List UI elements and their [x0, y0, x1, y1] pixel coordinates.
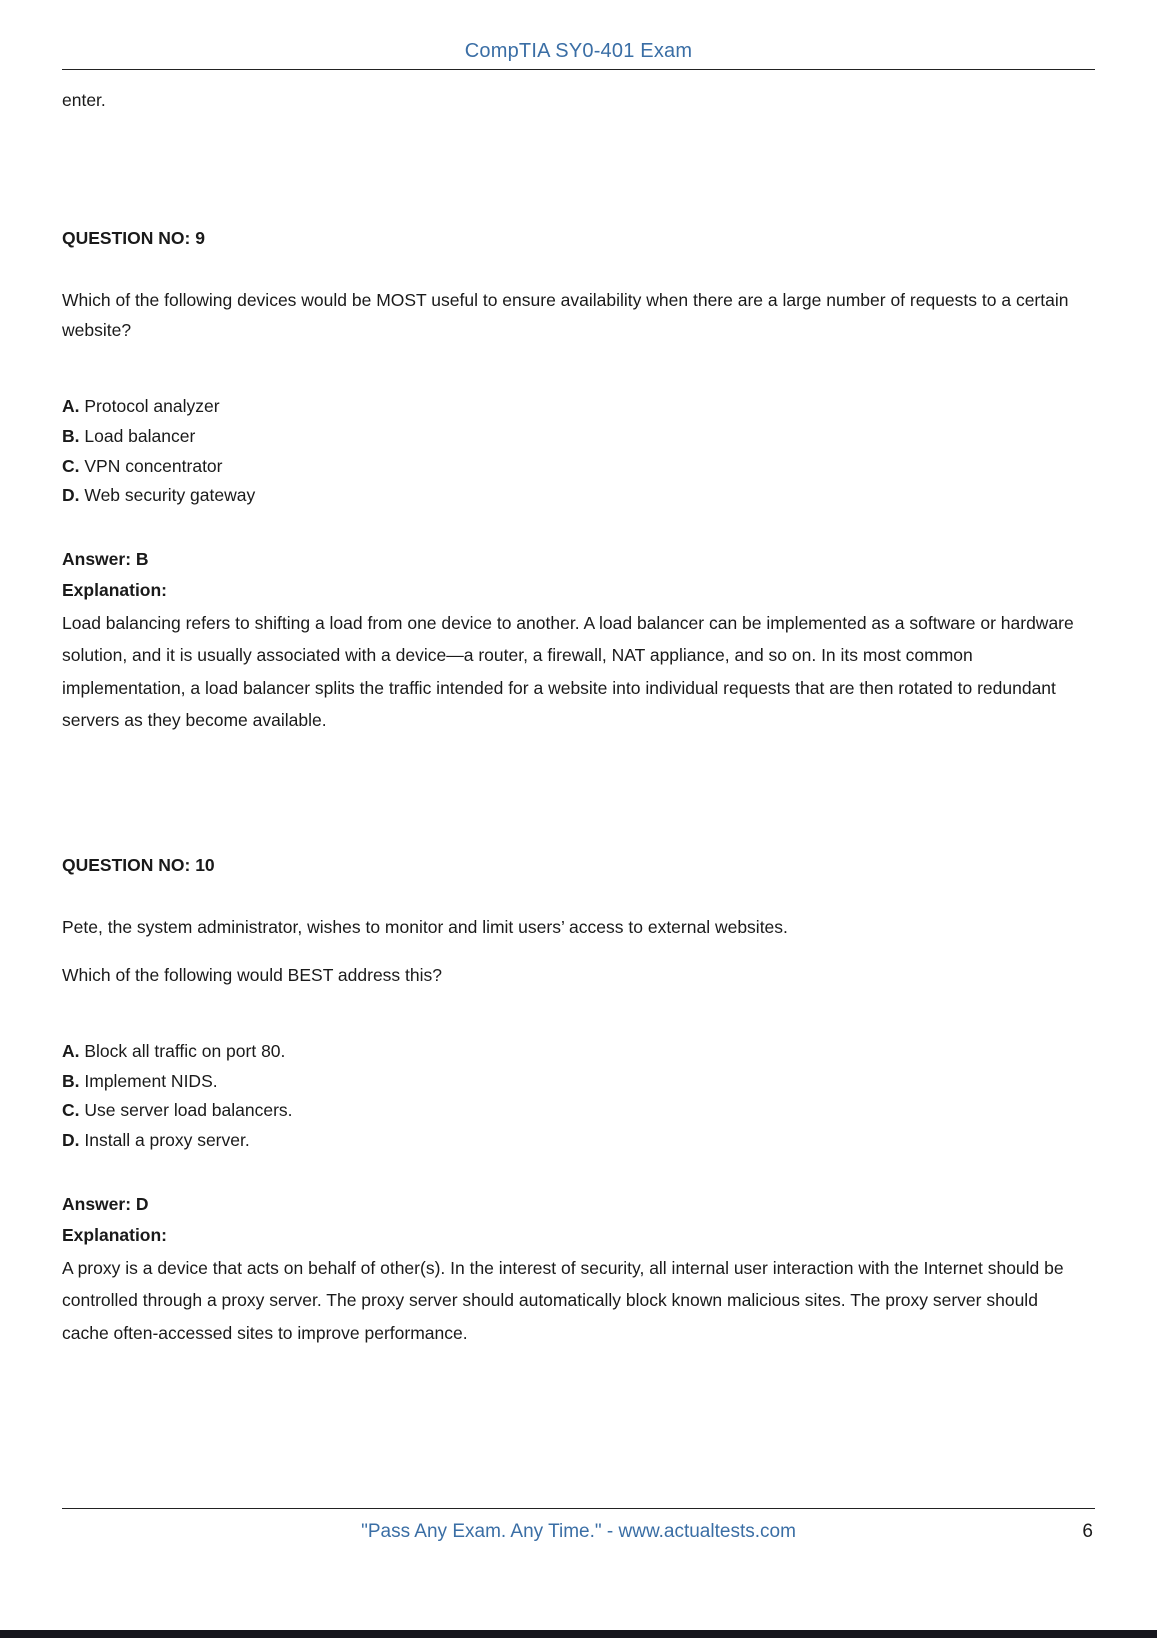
- option-text: Load balancer: [84, 425, 196, 446]
- question-9-answer: Answer: B: [62, 549, 149, 569]
- option-text: Web security gateway: [84, 485, 256, 506]
- option-d: [62, 481, 1095, 511]
- option-a: [62, 1037, 1095, 1067]
- header-title: CompTIA SY0-401 Exam: [464, 40, 693, 62]
- option-letter: D.: [62, 485, 80, 506]
- footer-slogan-link: "Pass Any Exam. Any Time." - www.actualtests.com: [361, 1521, 796, 1542]
- option-a: [62, 392, 1095, 422]
- question-10-explanation: A proxy is a device that acts on behalf of other(s). In the interest of security, all internal user interaction with the Internet should be controlled through a proxy server. The proxy server should automatically block known malicious sites. The proxy server should cache often-accessed sites to improve performance.: [62, 1257, 1064, 1343]
- question-9-title: QUESTION NO: 9: [62, 227, 205, 248]
- question-9-explanation-label: Explanation:: [62, 580, 168, 600]
- question-9-options: [62, 392, 1095, 511]
- option-c: [62, 452, 1095, 482]
- option-letter: A.: [62, 396, 80, 416]
- page-footer: [62, 1508, 1095, 1543]
- question-9-explanation: Load balancing refers to shifting a load from one device to another. A load balancer can be implemented as a software or hardware solution, and it is usually associated with a device—a router, a firewall, NAT appliance, and so on. In its most common implementation, a load balancer splits the traffic intended for a website into individual requests that are then rotated to redundant servers as they become available.: [62, 613, 1074, 731]
- page-header: [62, 0, 1095, 70]
- question-10-block: [62, 855, 1095, 1349]
- question-10-text-2: Which of the following would BEST address this?: [62, 965, 443, 986]
- page-number: 6: [1082, 1521, 1093, 1542]
- intro-text: enter.: [62, 90, 106, 110]
- option-letter: A.: [62, 1040, 80, 1061]
- question-9-block: [62, 228, 1095, 737]
- option-text: Install a proxy server.: [84, 1130, 250, 1150]
- question-10-text-1: Pete, the system administrator, wishes to monitor and limit users’ access to external websites.: [62, 916, 788, 937]
- question-9-text: Which of the following devices would be MOST useful to ensure availability when there are a large number of requests to a certain website?: [62, 289, 1069, 341]
- option-text: Protocol analyzer: [84, 396, 220, 416]
- option-text: Use server load balancers.: [84, 1100, 293, 1121]
- question-10-explanation-label: Explanation:: [62, 1224, 168, 1245]
- option-b: [62, 422, 1095, 452]
- question-10-title: QUESTION NO: 10: [62, 854, 215, 875]
- page-bottom-edge: [0, 1630, 1157, 1638]
- option-c: [62, 1096, 1095, 1126]
- option-d: [62, 1126, 1095, 1156]
- option-text: Implement NIDS.: [84, 1070, 218, 1091]
- option-text: Block all traffic on port 80.: [84, 1040, 286, 1061]
- option-letter: D.: [62, 1130, 80, 1150]
- question-10-options: [62, 1037, 1095, 1156]
- option-letter: C.: [62, 1100, 80, 1121]
- option-letter: B.: [62, 425, 80, 446]
- option-letter: B.: [62, 1070, 80, 1091]
- question-10-answer: Answer: D: [62, 1193, 149, 1214]
- option-b: [62, 1067, 1095, 1097]
- option-letter: C.: [62, 455, 80, 476]
- option-text: VPN concentrator: [84, 455, 223, 476]
